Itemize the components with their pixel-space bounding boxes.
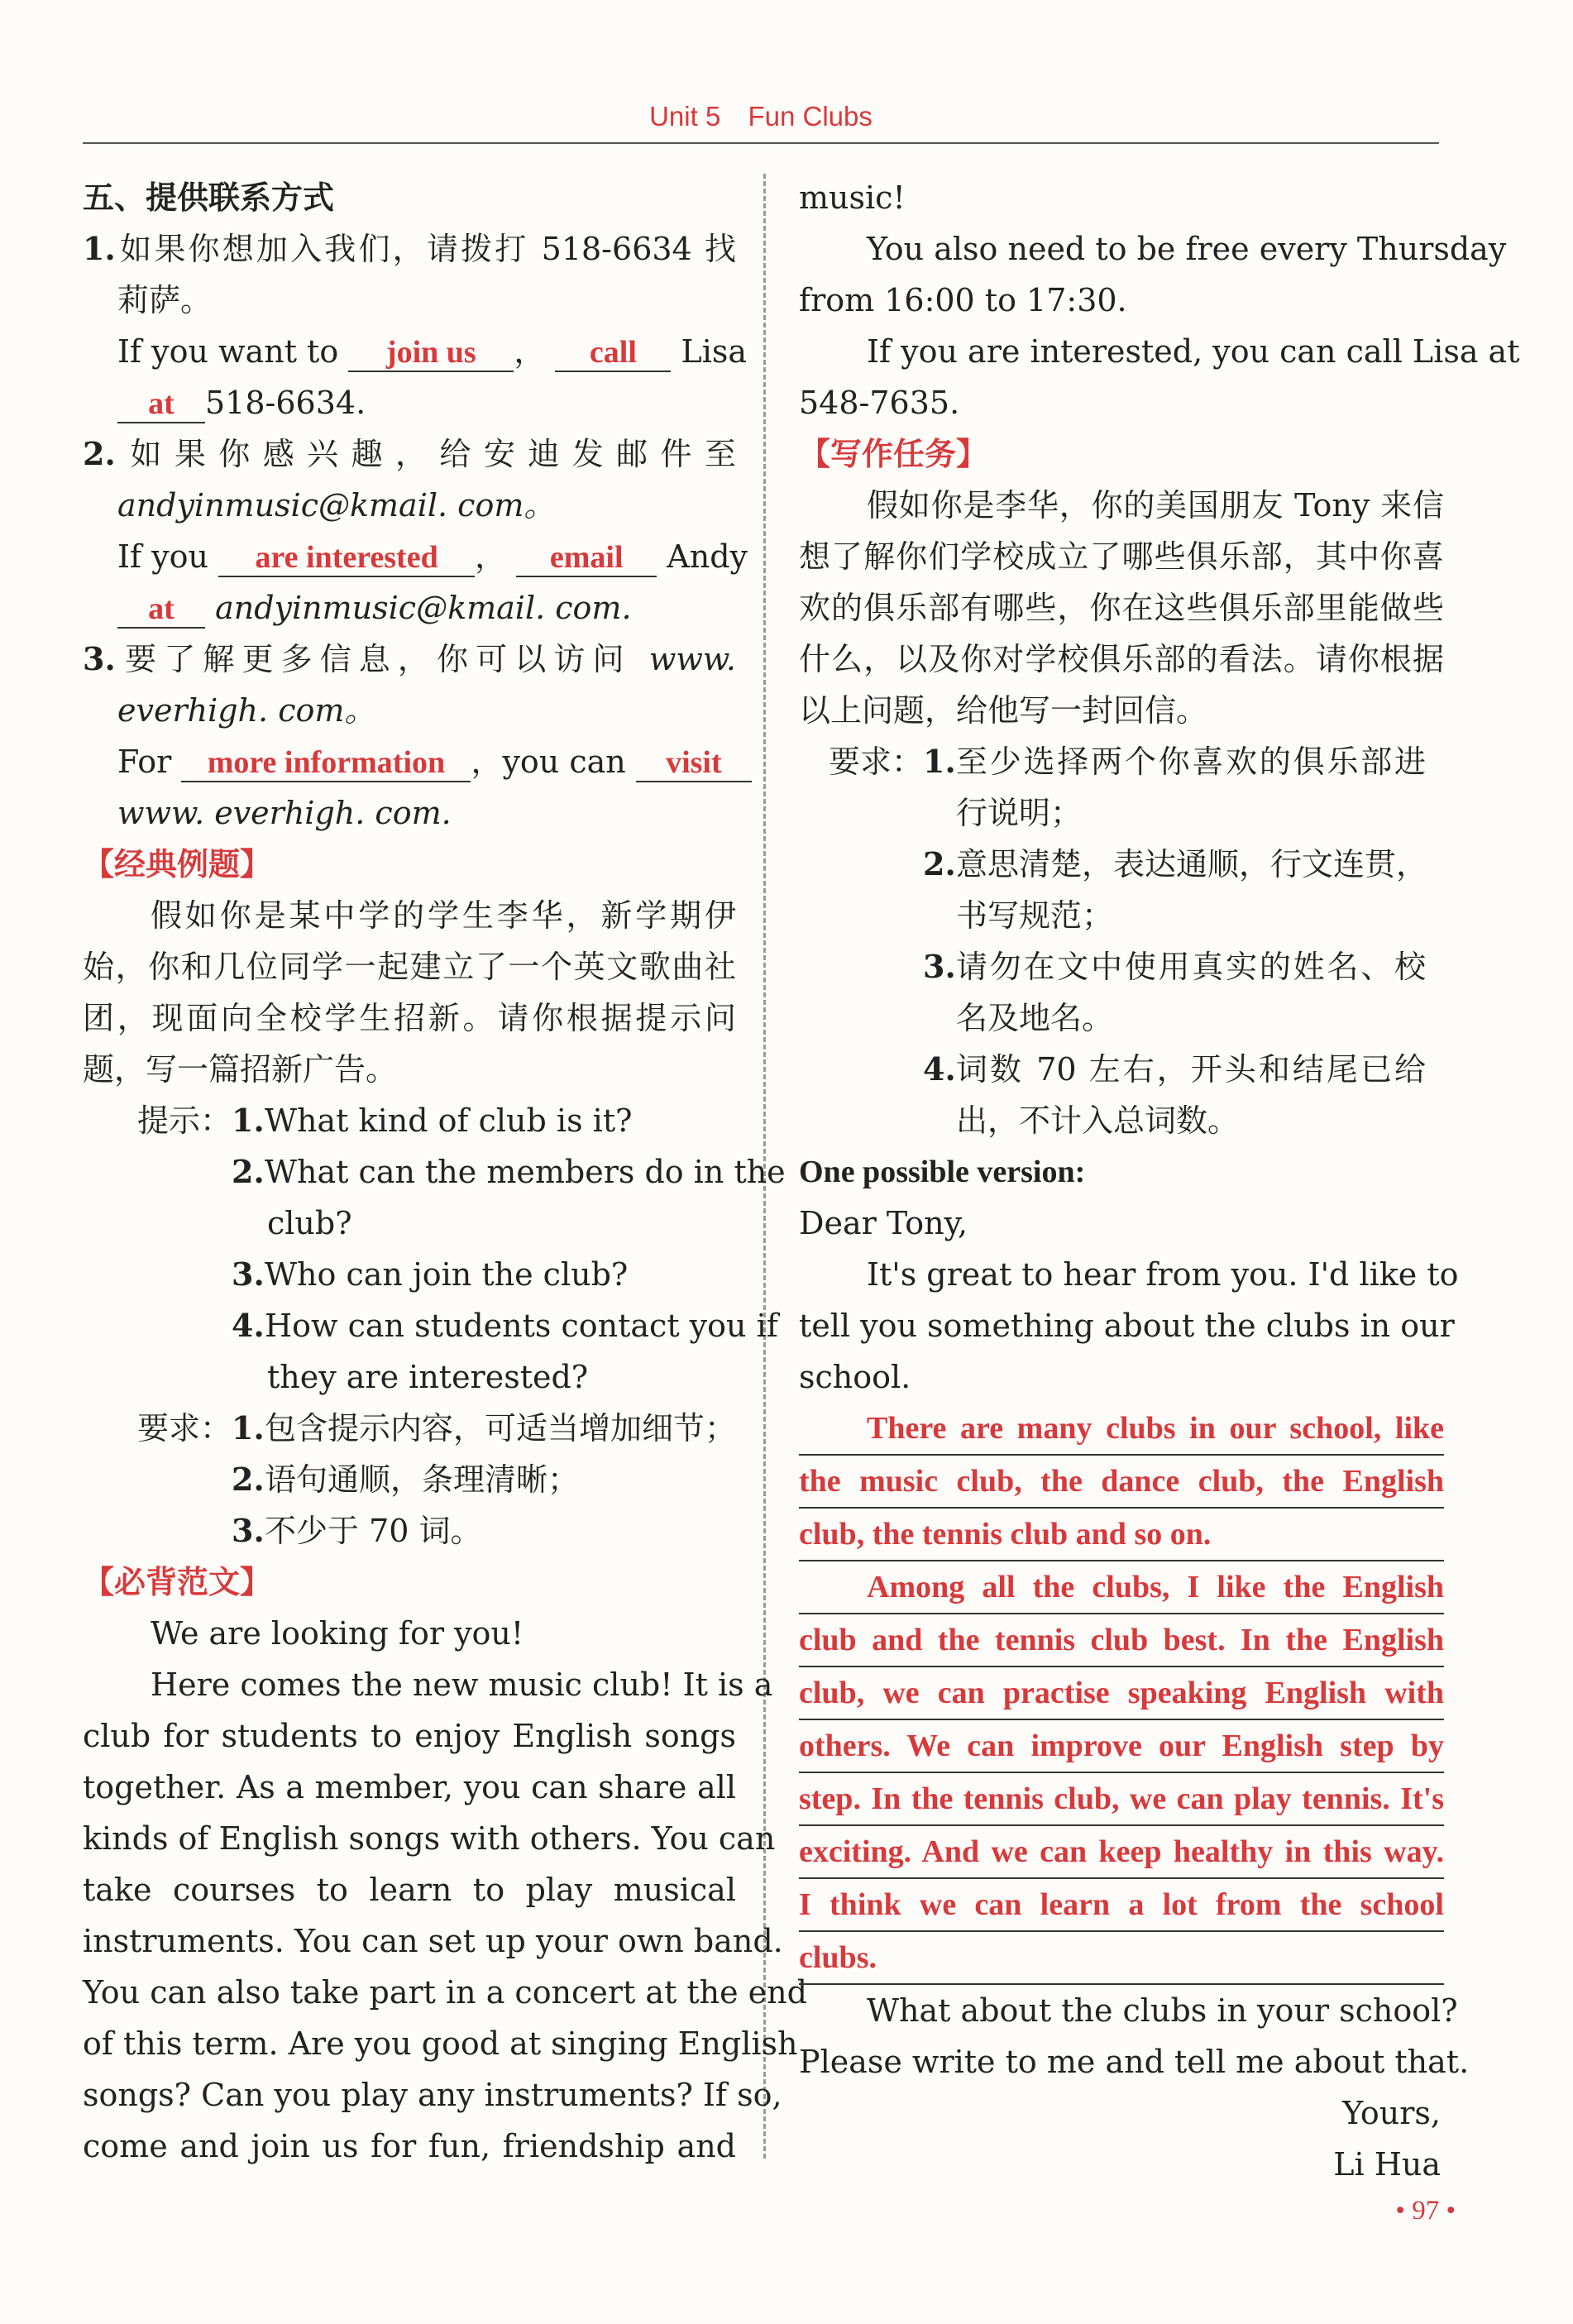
intro-line-3: school.: [799, 1359, 911, 1395]
model-cont-4: If you are interested, you can call Lisa at: [867, 333, 1520, 370]
blank-visit[interactable]: visit: [636, 744, 752, 782]
task-title: 【写作任务】: [799, 435, 988, 472]
answer-p2-line-1: Among all the clubs, I like the English: [799, 1561, 1444, 1614]
hint-3: 3.Who can join the club?: [232, 1255, 629, 1293]
task-req-3: 3.请勿在文中使用真实的姓名、校: [923, 948, 1426, 985]
task-req-2-cont: 书写规范；: [956, 897, 1114, 934]
item-1-en-line-2: at 518-6634.: [83, 377, 736, 428]
intro-line-2: tell you something about the clubs in our: [799, 1308, 1455, 1344]
model-cont-2: You also need to be free every Thursday: [867, 231, 1507, 267]
signature: Li Hua: [1333, 2146, 1441, 2183]
item-1-cn-line-1: 1.如果你想加入我们，请拨打 518-6634 找: [83, 230, 736, 267]
req-1: 要求：1.包含提示内容，可适当增加细节；: [136, 1409, 737, 1447]
task-req-3-cont: 名及地名。: [956, 1000, 1114, 1036]
task-line-3: 欢的俱乐部有哪些，你在这些俱乐部里能做些: [799, 590, 1444, 626]
blank-email[interactable]: email: [516, 539, 657, 577]
item-2-en-line-2: at andyinmusic@kmail. com.: [83, 582, 736, 634]
model-cont-3: from 16:00 to 17:30.: [799, 282, 1127, 318]
right-column: [799, 172, 1520, 2190]
task-req-4: 4.词数 70 左右，开头和结尾已给: [923, 1050, 1426, 1088]
answer-p1-line-3: club, the tennis club and so on.: [799, 1509, 1444, 1561]
blank-at-2[interactable]: at: [117, 591, 205, 629]
signoff: Yours,: [1342, 2095, 1441, 2131]
item-2-cn-line-2: andyinmusic@kmail. com。: [117, 487, 556, 524]
left-column: [83, 172, 807, 2172]
header-unit: Unit 5: [649, 101, 721, 132]
task-req-2: 2.意思清楚，表达通顺，行文连贯，: [923, 845, 1428, 882]
item-3-en-line-1: For more information ，you can visit: [83, 736, 736, 787]
item-3-cn-line-2: everhigh. com。: [117, 692, 376, 729]
hint-2: 2.What can the members do in the: [232, 1153, 786, 1190]
blank-are-interested[interactable]: are interested: [218, 539, 475, 577]
model-line-2: Here comes the new music club! It is a: [151, 1666, 773, 1703]
task-req-4-cont: 出，不计入总词数。: [956, 1102, 1240, 1139]
answer-p1-line-2: the music club, the dance club, the English: [799, 1456, 1444, 1509]
req-2: 2.语句通顺，条理清晰；: [232, 1461, 580, 1498]
answer-p2-line-3: club, we can practise speaking English with: [799, 1667, 1444, 1720]
greeting: Dear Tony,: [799, 1205, 968, 1241]
running-header: [83, 101, 1439, 132]
task-req-1-cont: 行说明；: [956, 795, 1083, 831]
model-line-10: songs? Can you play any instruments? If so,: [83, 2077, 782, 2113]
blank-join-us[interactable]: join us: [348, 334, 514, 372]
item-3-cn-line-1: 3.要了解更多信息，你可以访问 www.: [83, 640, 736, 677]
section-title: 五、提供联系方式: [83, 179, 335, 216]
answer-p2-line-8: clubs.: [799, 1932, 1444, 1985]
answer-p2-line-5: step. In the tennis club, we can play tennis. It's: [799, 1773, 1444, 1826]
example-line-4: 题，写一篇招新广告。: [83, 1051, 398, 1088]
page-number: • 97 •: [1395, 2196, 1456, 2226]
closing-line-1: What about the clubs in your school?: [867, 1992, 1458, 2029]
hint-4: 4.How can students contact you if: [232, 1307, 778, 1344]
answer-p2-line-4: others. We can improve our English step by: [799, 1720, 1444, 1773]
hint-4-cont: they are interested?: [267, 1359, 589, 1395]
header-rule: [83, 142, 1439, 144]
model-line-5: kinds of English songs with others. You can: [83, 1820, 776, 1857]
model-line-8: You can also take part in a concert at the end: [83, 1974, 807, 2011]
example-line-1: 假如你是某中学的学生李华，新学期伊: [151, 897, 736, 934]
model-line-1: We are looking for you!: [151, 1615, 524, 1652]
task-line-1: 假如你是李华，你的美国朋友 Tony 来信: [867, 487, 1444, 524]
answer-p2-line-7: I think we can learn a lot from the school: [799, 1879, 1444, 1932]
answer-p1-line-1: There are many clubs in our school, like: [799, 1403, 1444, 1456]
task-line-2: 想了解你们学校成立了哪些俱乐部，其中你喜: [799, 538, 1444, 575]
model-line-11: come and join us for fun, friendship and: [83, 2128, 736, 2164]
model-title: 【必背范文】: [83, 1563, 272, 1600]
model-cont-1: music!: [799, 179, 906, 216]
blank-at-1[interactable]: at: [117, 385, 205, 423]
req-3: 3.不少于 70 词。: [232, 1512, 482, 1549]
item-1-cn-line-2: 莉萨。: [117, 282, 213, 318]
task-line-4: 什么，以及你对学校俱乐部的看法。请你根据: [799, 641, 1444, 677]
version-label: One possible version:: [799, 1155, 1086, 1189]
answer-p2-line-2: club and the tennis club best. In the English: [799, 1614, 1444, 1667]
example-line-2: 始，你和几位同学一起建立了一个英文歌曲社: [83, 949, 736, 985]
model-line-3: club for students to enjoy English songs: [83, 1718, 736, 1754]
example-line-3: 团，现面向全校学生招新。请你根据提示问: [83, 1000, 736, 1036]
model-line-4: together. As a member, you can share all: [83, 1769, 736, 1805]
hint-1: 提示：1.What kind of club is it?: [136, 1102, 633, 1139]
task-line-5: 以上问题，给他写一封回信。: [799, 692, 1208, 729]
model-cont-5: 548-7635.: [799, 385, 960, 421]
example-title: 【经典例题】: [83, 845, 272, 882]
answer-p2-line-6: exciting. And we can keep healthy in this way.: [799, 1826, 1444, 1879]
item-3-en-line-2: www. everhigh. com.: [117, 795, 452, 831]
task-req-1: 要求：1.至少选择两个你喜欢的俱乐部进: [828, 743, 1426, 780]
item-2-en-line-1: If you are interested ， email Andy: [83, 531, 736, 582]
intro-line-1: It's great to hear from you. I'd like to: [867, 1256, 1459, 1293]
blank-more-information[interactable]: more information: [181, 744, 471, 782]
model-line-9: of this term. Are you good at singing English: [83, 2025, 798, 2062]
item-1-en-line-1: If you want to join us ， call Lisa: [83, 326, 736, 377]
item-2-cn-line-1: 2.如果你感兴趣，给安迪发邮件至: [83, 435, 736, 472]
header-title: Fun Clubs: [748, 101, 873, 132]
model-line-7: instruments. You can set up your own band.: [83, 1923, 783, 1959]
blank-call[interactable]: call: [555, 334, 671, 372]
closing-line-2: Please write to me and tell me about that.: [799, 2044, 1470, 2080]
hint-2-cont: club?: [267, 1205, 352, 1241]
model-line-6: take courses to learn to play musical: [83, 1872, 736, 1908]
